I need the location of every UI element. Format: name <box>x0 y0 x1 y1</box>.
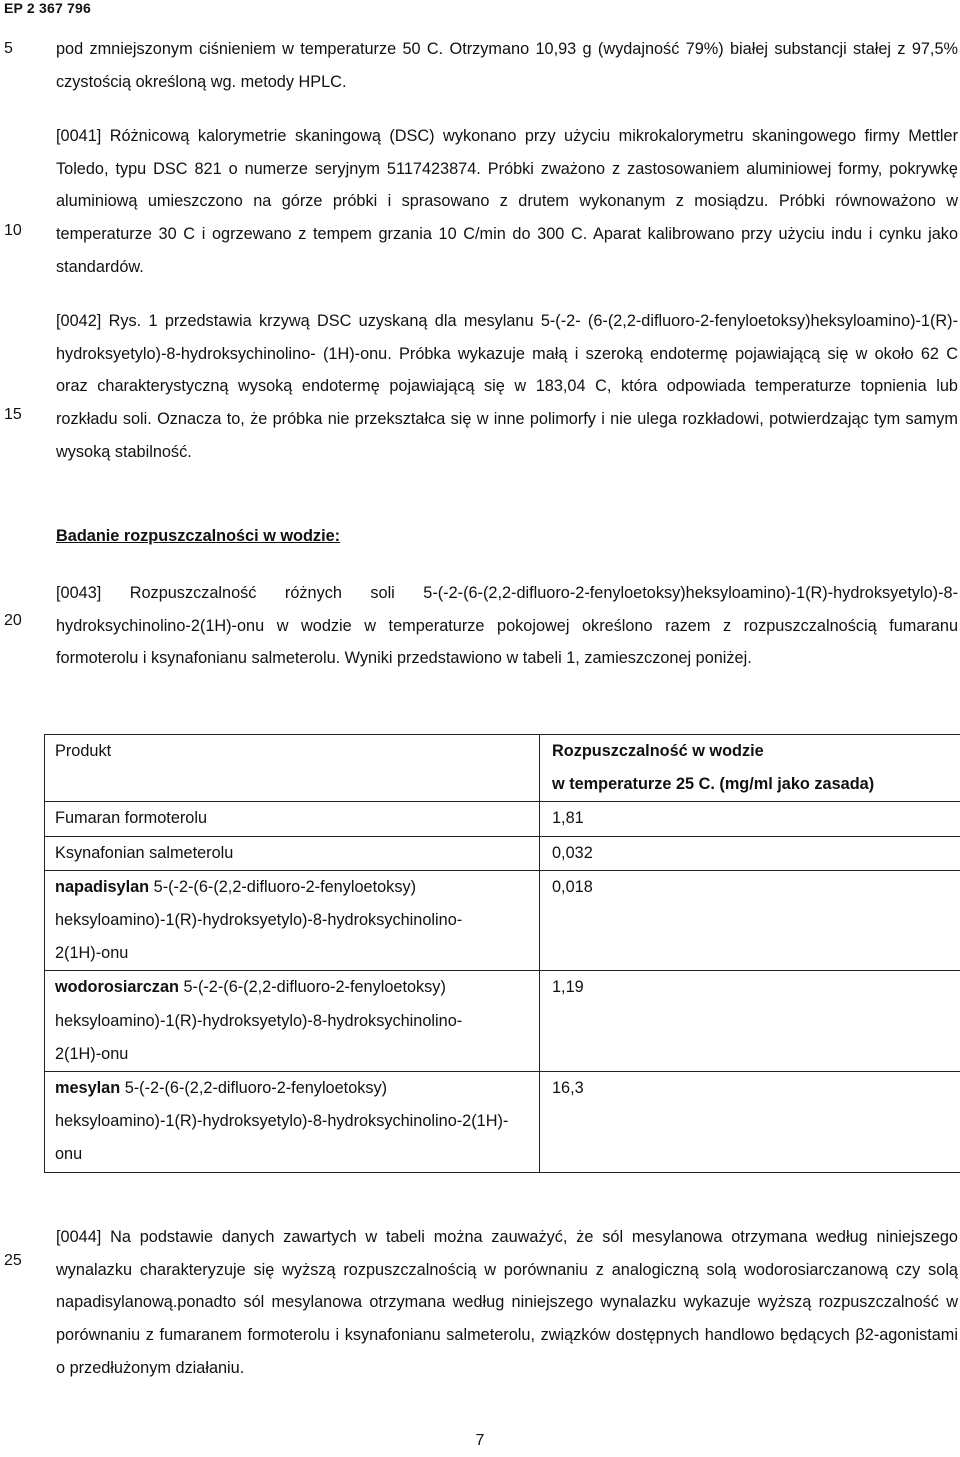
value-cell: 0,032 <box>540 836 960 870</box>
line-number-20: 20 <box>4 612 22 629</box>
section-heading: Badanie rozpuszczalności w wodzie: <box>56 527 341 545</box>
table-row <box>45 870 960 971</box>
value-cell: 16,3 <box>540 1072 960 1173</box>
table-row <box>45 836 960 870</box>
value-cell: 1,19 <box>540 971 960 1072</box>
paragraph-continuation: pod zmniejszonym ciśnieniem w temperaturze 50 C. Otrzymano 10,93 g (wydajność 79%) białej substancji stałej z 97,5% czystością określoną wg. metody HPLC. <box>56 40 958 91</box>
product-cell: Fumaran formoterolu <box>45 802 540 836</box>
paragraph-0043: [0043] Rozpuszczalność różnych soli 5-(-2-(6-(2,2-difluoro-2-fenyloetoksy)heksyloamino)-1(R)-hydroksyetylo)-8-hydroksychinolino-2(1H)-onu w wodzie w temperaturze pokojowej określono razem z rozpuszczalnością fumaranu formoterolu i ksynafonianu salmeterolu. Wyniki przedstawiono w tabeli 1, zamieszczonej poniżej. <box>56 584 958 668</box>
product-cell: Ksynafonian salmeterolu <box>45 836 540 870</box>
value-cell: 0,018 <box>540 870 960 971</box>
line-number-25: 25 <box>4 1252 22 1269</box>
product-cell: napadisylan 5-(-2-(6-(2,2-difluoro-2-fenyloetoksy) heksyloamino)-1(R)-hydroksyetylo)-8-hydroksychinolino-2(1H)-onu <box>45 870 540 971</box>
table-row <box>45 802 960 836</box>
page-number: 7 <box>475 1432 485 1449</box>
table-header-row <box>45 735 960 802</box>
product-cell: mesylan 5-(-2-(6-(2,2-difluoro-2-fenyloetoksy) heksyloamino)-1(R)-hydroksyetylo)-8-hydroksychinolino-2(1H)-onu <box>45 1072 540 1173</box>
header-product: Produkt <box>45 735 540 802</box>
paragraph-0044: [0044] Na podstawie danych zawartych w tabeli można zauważyć, że sól mesylanowa otrzymana według niniejszego wynalazku charakteryzuje się wyższą rozpuszczalnością w porównaniu z analogiczną solą wodorosiarczanową czy solą napadisylanową.ponadto sól mesylanowa otrzymana według niniejszego wynalazku wykazuje wyższą rozpuszczalność w porównaniu z fumaranem formoterolu i ksynafonianu salmeterolu, związków dostępnych handlowo będących β2-agonistami o przedłużonym działaniu. <box>56 1228 958 1377</box>
paragraph-0041: [0041] Różnicową kalorymetrie skaningową (DSC) wykonano przy użyciu mikrokalorymetru skaningowego firmy Mettler Toledo, typu DSC 821 o numerze seryjnym 5117423874. Próbki zważono z zastosowaniem aluminiowej formy, pokrywkę aluminiową umieszczono na górze próbki i sprasowano z drutem wykonanym z mosiądzu. Próbki równoważono w temperaturze 30 C i ogrzewano z tempem grzania 10 C/min do 300 C. Aparat kalibrowano przy użyciu indu i cynku jako standardów. <box>56 127 958 276</box>
paragraph-0042: [0042] Rys. 1 przedstawia krzywą DSC uzyskaną dla mesylanu 5-(-2- (6-(2,2-difluoro-2-fenyloetoksy)heksyloamino)-1(R)-hydroksyetylo)-8-hydroksychinolino- (1H)-onu. Próbka wykazuje małą i szeroką endotermę pojawiającą się w około 62 C oraz charakterystyczną wysoką endotermę pojawiającą się w 183,04 C, która odpowiada temperaturze topnienia lub rozkładu soli. Oznacza to, że próbka nie przekształca się w inne polimorfy i nie ulega rozkładowi, potwierdzając tym samym wysoką stabilność. <box>56 312 958 461</box>
table-row <box>45 1072 960 1173</box>
line-number-15: 15 <box>4 406 22 423</box>
header-solubility: Rozpuszczalność w wodzie w temperaturze 25 C. (mg/ml jako zasada) <box>540 735 960 802</box>
line-number-5: 5 <box>4 40 13 57</box>
value-cell: 1,81 <box>540 802 960 836</box>
solubility-table <box>44 734 960 1173</box>
line-number-10: 10 <box>4 222 22 239</box>
table-row <box>45 971 960 1072</box>
document-id: EP 2 367 796 <box>4 0 91 16</box>
product-cell: wodorosiarczan 5-(-2-(6-(2,2-difluoro-2-fenyloetoksy) heksyloamino)-1(R)-hydroksyetylo)-8-hydroksychinolino-2(1H)-onu <box>45 971 540 1072</box>
